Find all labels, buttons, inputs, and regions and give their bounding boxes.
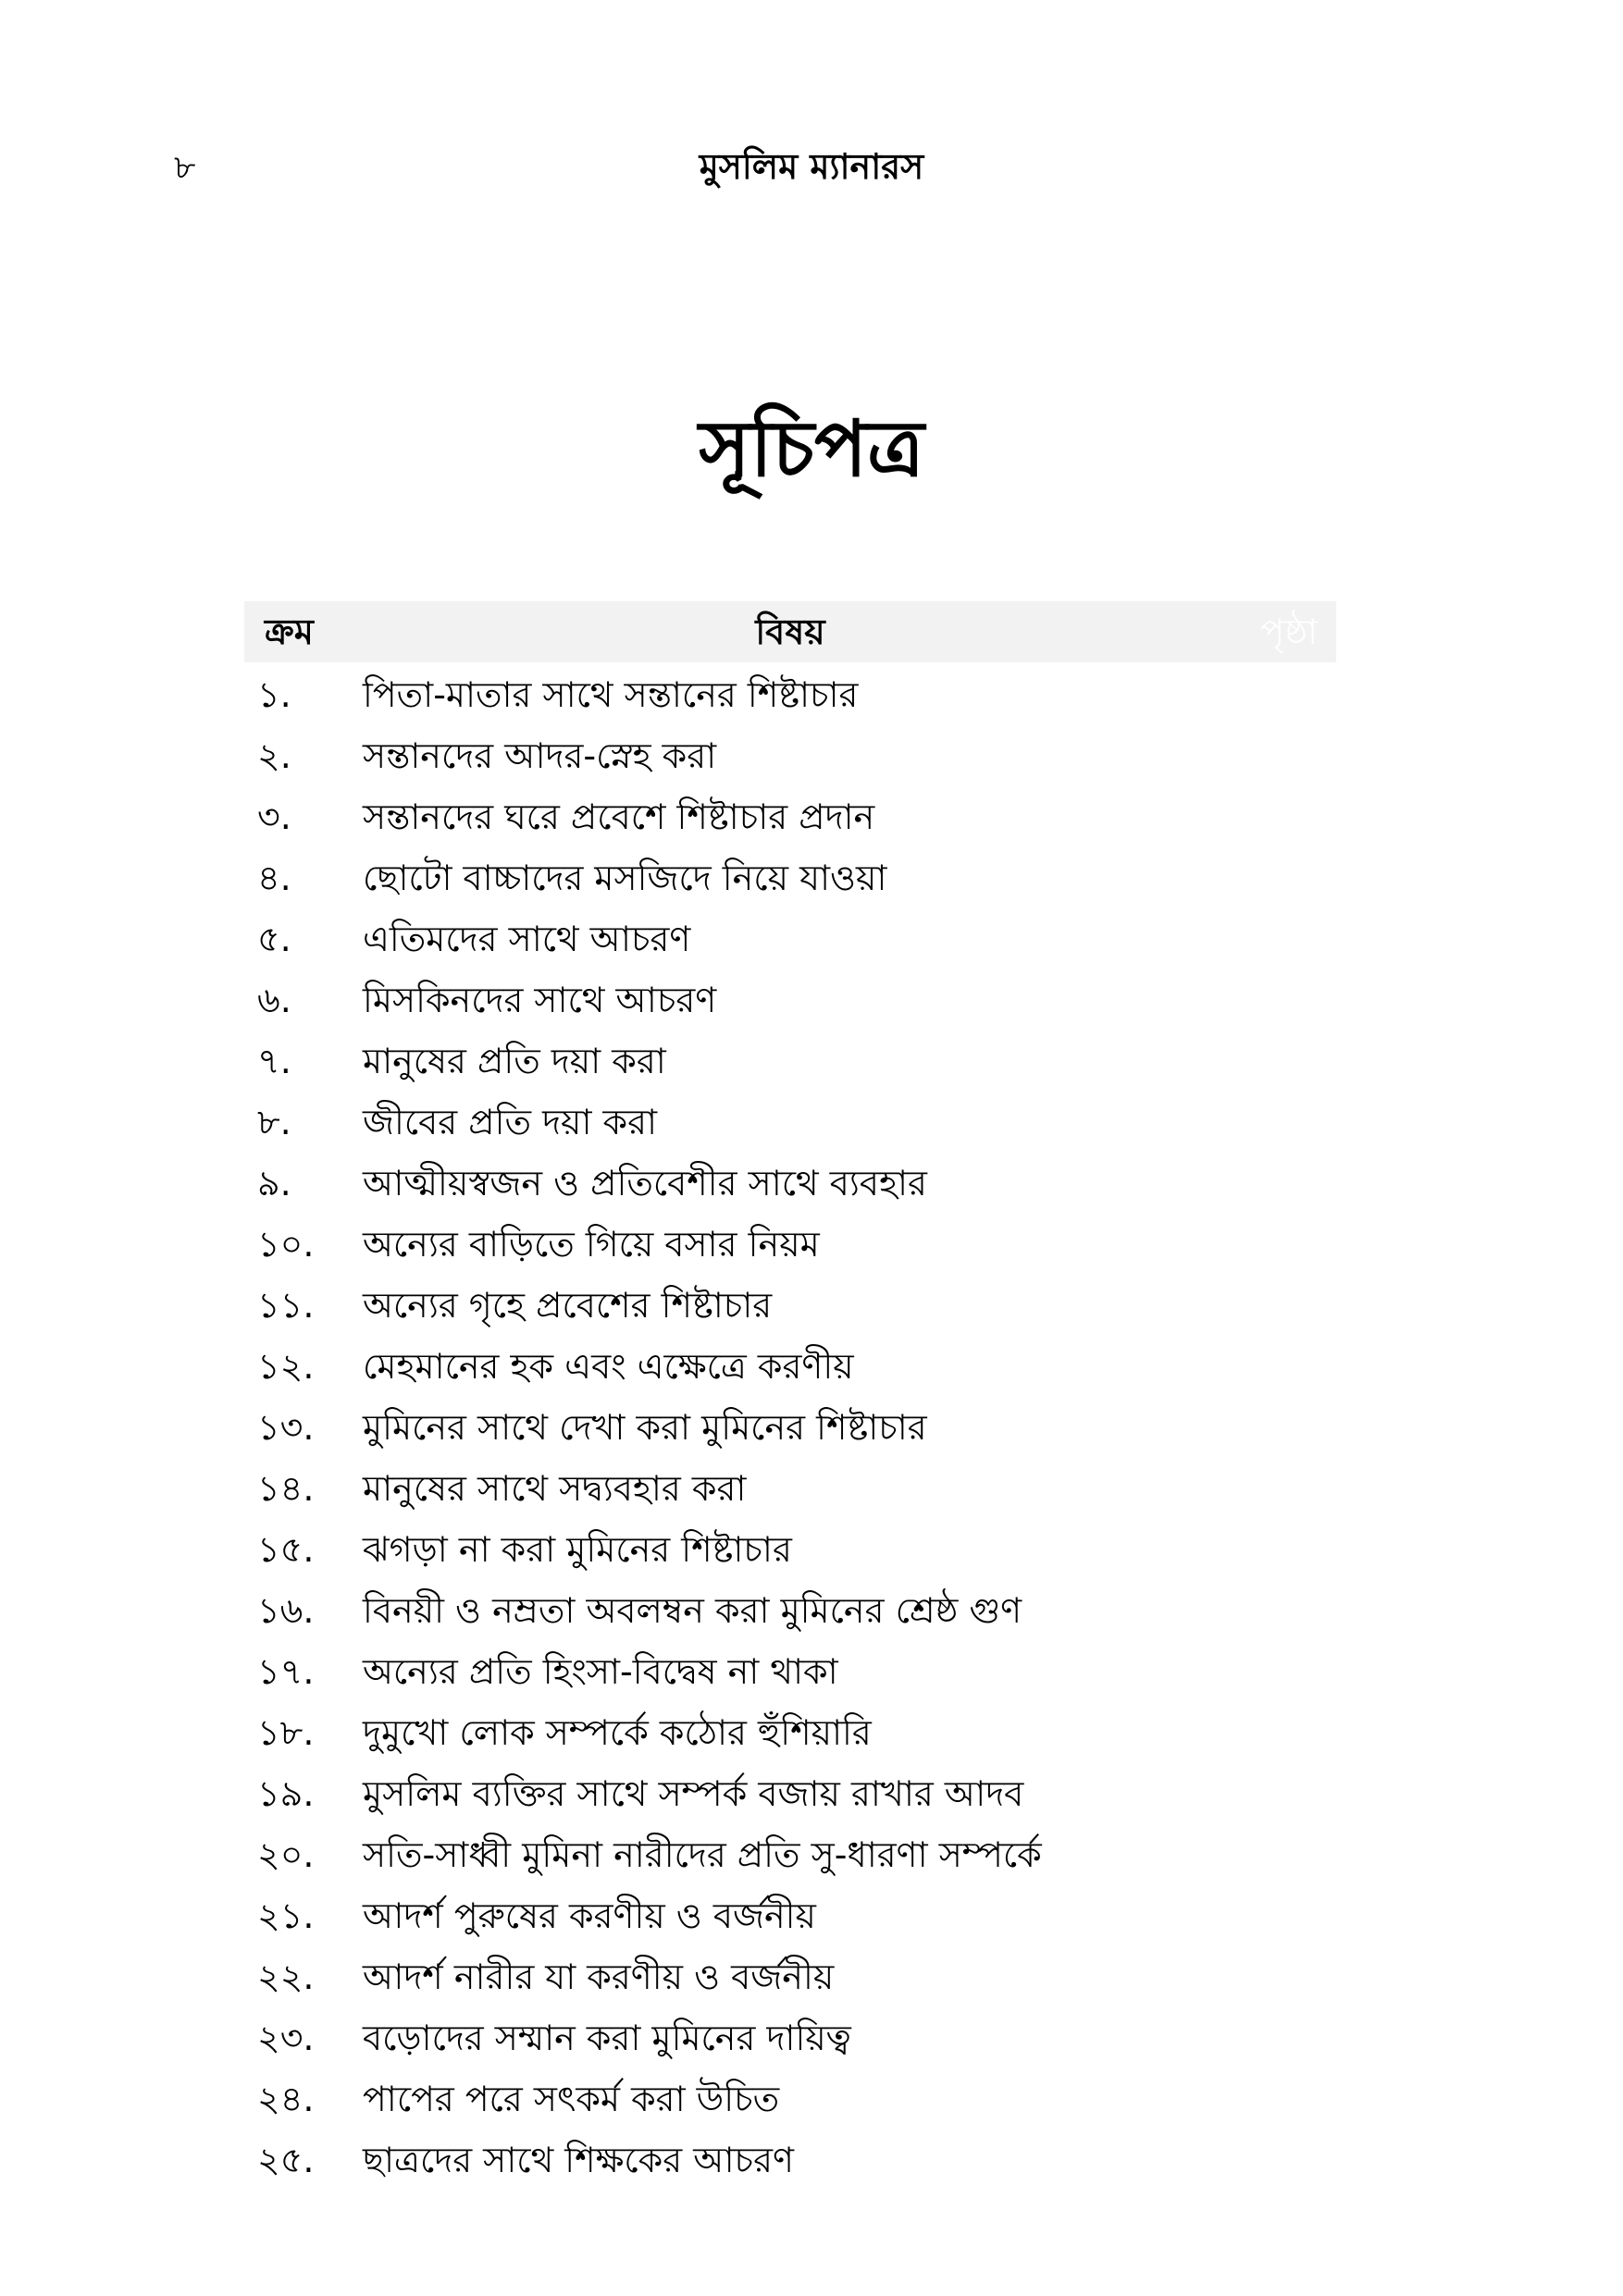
toc-entry-number: ২৩. [257, 2018, 315, 2058]
toc-entry-title: আত্মীয়স্বজন ও প্রতিবেশীর সাথে ব্যবহার [363, 1163, 927, 1204]
toc-entry-number: ১৪. [257, 1468, 315, 1509]
toc-entry [244, 1763, 1336, 1824]
toc-entry-number: ১৯. [257, 1773, 315, 1814]
toc-entry-title: অন্যের বাড়িতে গিয়ে বসার নিয়ম [363, 1224, 820, 1265]
toc-entry [244, 1885, 1336, 1946]
toc-header-serial: ক্রম [265, 611, 314, 652]
toc-entry [244, 1214, 1336, 1275]
toc-entry-number: ৫. [257, 919, 291, 959]
toc-entry-number: ৯. [257, 1163, 291, 1204]
toc-entry-number: ১০. [257, 1224, 315, 1265]
toc-header-topic: বিষয় [755, 611, 825, 652]
toc-entry-number: ১৩. [257, 1407, 315, 1448]
toc-entry-title: মুমিনের সাথে দেখা করা মুমিনের শিষ্টাচার [363, 1407, 927, 1448]
toc-entry [244, 1336, 1336, 1397]
toc-entry-title: ছাত্রদের সাথে শিক্ষকের আচরণ [363, 2140, 794, 2180]
page-number: ৮ [174, 149, 196, 187]
toc-entry-title: পিতা-মাতার সাথে সন্তানের শিষ্টাচার [363, 674, 859, 715]
toc-entry-number: ৭. [257, 1041, 291, 1081]
toc-entry [244, 1641, 1336, 1702]
toc-entry [244, 1458, 1336, 1519]
toc-entry-title: মুসলিম ব্যক্তির সাথে সম্পর্ক বজায় রাখার আদব [363, 1773, 1024, 1814]
toc-entry-title: সতি-সাধ্বী মুমিনা নারীদের প্রতি সু-ধারণা সম্পর্কে [363, 1834, 1042, 1875]
toc-entry-number: ২৫. [257, 2140, 315, 2180]
toc-entry-number: ২. [257, 735, 291, 776]
toc-entry-title: ছোটো বাচ্চাদের মসজিদে নিয়ে যাওয়া [363, 858, 887, 898]
toc-entry-number: ২৪. [257, 2079, 315, 2119]
toc-entry-number: ৬. [257, 980, 291, 1020]
toc-entry [244, 1397, 1336, 1458]
toc-entry [244, 725, 1336, 786]
toc-entry [244, 969, 1336, 1031]
toc-entry-number: ৮. [257, 1102, 291, 1142]
toc-entry-number: ২১. [257, 1895, 315, 1936]
toc-entry-number: ১২. [257, 1346, 315, 1387]
toc-entry-title: আদর্শ পুরুষের করণীয় ও বর্জনীয় [363, 1895, 816, 1936]
toc-entry-title: অন্যের গৃহে প্রবেশের শিষ্টাচার [363, 1285, 773, 1326]
toc-entry [244, 664, 1336, 725]
toc-entry-title: দুমুখো লোক সম্পর্কে কঠোর হুঁশিয়ারি [363, 1712, 872, 1753]
toc-list [244, 664, 1336, 2191]
toc-entry-number: ১৫. [257, 1529, 315, 1570]
toc-entry-title: আদর্শ নারীর যা করণীয় ও বর্জনীয় [363, 1957, 835, 1997]
toc-entry-number: ১. [257, 674, 291, 715]
toc-entry [244, 1946, 1336, 2007]
toc-entry-title: ঝগড়া না করা মুমিনের শিষ্টাচার [363, 1529, 792, 1570]
toc-entry-title: এতিমদের সাথে আচরণ [363, 919, 691, 959]
toc-entry-title: অন্যের প্রতি হিংসা-বিদ্বেষ না থাকা [363, 1651, 838, 1692]
toc-entry-number: ১১. [257, 1285, 315, 1326]
toc-entry [244, 1275, 1336, 1336]
toc-entry-title: বড়োদের সম্মান করা মুমিনের দায়িত্ব [363, 2018, 851, 2058]
toc-entry-number: ১৭. [257, 1651, 315, 1692]
toc-entry [244, 1702, 1336, 1763]
toc-entry-title: সন্তানদের আদর-স্নেহ করা [363, 735, 717, 776]
running-header: মুসলিম ম্যানারস [699, 146, 924, 187]
toc-entry-number: ৪. [257, 858, 291, 898]
toc-entry [244, 1153, 1336, 1214]
toc-entry [244, 2129, 1336, 2191]
toc-entry-number: ২২. [257, 1957, 315, 1997]
toc-entry [244, 786, 1336, 847]
toc-entry [244, 2068, 1336, 2129]
toc-entry-title: সন্তানদের ঘরে প্রবেশে শিষ্টাচার প্রদান [363, 796, 875, 837]
toc-entry-title: মিসকিনদের সাথে আচরণ [363, 980, 717, 1020]
toc-header-page: পৃষ্ঠা [1260, 611, 1318, 652]
toc-entry-title: বিনয়ী ও নম্রতা অবলম্বন করা মুমিনের শ্রেষ্ঠ গুণ [363, 1590, 1022, 1631]
toc-entry-title: মানুষের সাথে সদ্ব্যবহার করা [363, 1468, 747, 1509]
toc-entry-title: পাপের পরে সৎকর্ম করা উচিত [363, 2079, 780, 2119]
toc-header-row [244, 601, 1336, 662]
toc-entry-number: ১৮. [257, 1712, 315, 1753]
toc-entry [244, 847, 1336, 908]
toc-entry [244, 908, 1336, 969]
toc-entry-title: জীবের প্রতি দয়া করা [363, 1102, 658, 1142]
toc-entry [244, 1519, 1336, 1580]
toc-entry [244, 1031, 1336, 1092]
toc-entry-number: ১৬. [257, 1590, 315, 1631]
toc-title: সূচিপত্র [699, 402, 924, 494]
toc-entry [244, 1092, 1336, 1153]
toc-entry-title: মানুষের প্রতি দয়া করা [363, 1041, 666, 1081]
toc-entry [244, 1824, 1336, 1885]
toc-entry-number: ৩. [257, 796, 291, 837]
toc-entry [244, 1580, 1336, 1641]
toc-entry-title: মেহমানের হক এবং এক্ষেত্রে করণীয় [363, 1346, 854, 1387]
toc-entry [244, 2007, 1336, 2068]
toc-entry-number: ২০. [257, 1834, 315, 1875]
